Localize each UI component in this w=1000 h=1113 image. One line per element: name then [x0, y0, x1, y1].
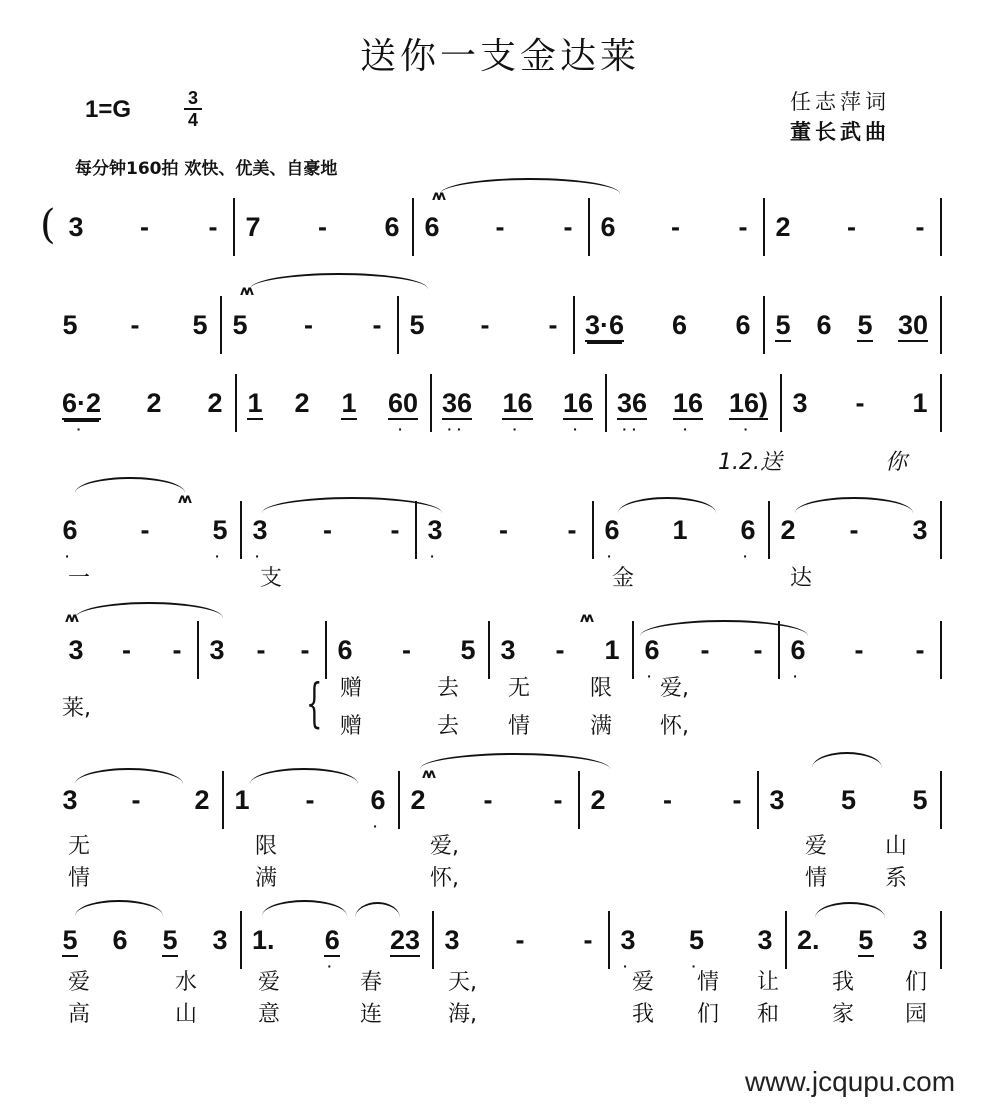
dash-note: - — [495, 212, 505, 242]
low-octave-dot: ·· — [622, 421, 642, 437]
measure — [617, 388, 768, 437]
lyric-syllable: 高 — [68, 1002, 91, 1027]
low-octave-dot: · — [691, 958, 702, 974]
bar-line — [780, 374, 782, 432]
low-octave-dot: · — [373, 818, 383, 834]
dash-note: - — [700, 635, 710, 665]
note: 1. — [252, 925, 275, 955]
note: 3 — [792, 388, 808, 418]
lyric-syllable: 和 — [757, 1002, 780, 1027]
note: 5 — [62, 310, 78, 340]
lyric-syllable: 爱 — [805, 834, 828, 859]
dash-note: - — [553, 785, 563, 815]
note: 7 — [245, 212, 261, 242]
dash-note: - — [855, 388, 865, 418]
lyric-syllable: 去 — [437, 676, 460, 701]
dash-note: - — [305, 785, 315, 815]
slur-arc — [75, 602, 223, 618]
note: 2 — [780, 515, 796, 545]
bar-line — [397, 296, 399, 354]
dash-note: - — [555, 635, 565, 665]
slur-arc — [420, 753, 610, 769]
note: 2 — [207, 388, 223, 418]
note: 1 — [604, 635, 620, 665]
note: 3 — [757, 925, 773, 955]
time-signature — [184, 88, 202, 130]
note: 2 — [294, 388, 310, 418]
note: 3 — [769, 785, 785, 815]
measure — [409, 310, 561, 350]
slur-arc — [250, 273, 428, 289]
note: 6 — [672, 310, 688, 340]
lyric-syllable: 意 — [258, 1002, 281, 1027]
dash-note: - — [849, 515, 859, 545]
measure — [780, 515, 928, 555]
note: 6 · — [62, 515, 78, 564]
lyric-syllable: 赠 — [340, 676, 363, 701]
verse-brace: { — [306, 674, 323, 734]
dash-note: - — [483, 785, 493, 815]
bar-line — [757, 771, 759, 829]
lyric-syllable: 满 — [590, 714, 613, 739]
low-octave-dot: · — [430, 548, 440, 564]
note: 6 · — [604, 515, 620, 564]
lyric-syllable: 山 — [175, 1002, 198, 1027]
trill-icon: ʌʌ — [178, 492, 189, 507]
measure — [252, 925, 420, 974]
slur-arc — [355, 902, 400, 918]
low-octave-dot: ·· — [447, 421, 467, 437]
note: 16 · — [502, 388, 533, 437]
measure — [585, 310, 751, 350]
note: 2 — [590, 785, 606, 815]
bar-line — [940, 374, 942, 432]
lyric-syllable: 情 — [697, 970, 720, 995]
lyric-syllable: 家 — [832, 1002, 855, 1027]
note: 3 — [444, 925, 460, 955]
note: 1 — [247, 388, 263, 418]
measure — [62, 785, 210, 825]
note: 60 · — [387, 388, 418, 437]
tempo-marking: 每分钟160拍 欢快、优美、自豪地 — [75, 159, 338, 179]
dash-note: - — [563, 212, 573, 242]
note: 6 · — [644, 635, 660, 684]
slur-arc — [75, 900, 163, 916]
measure — [410, 785, 566, 825]
repeat-paren-open: ( — [40, 202, 56, 248]
bar-line — [222, 771, 224, 829]
lyric-syllable: 山 — [885, 834, 908, 859]
measure — [234, 785, 386, 834]
dash-note: - — [567, 515, 577, 545]
low-octave-dot: · — [743, 421, 754, 437]
measure — [775, 310, 928, 350]
note: 5 · — [212, 515, 228, 564]
lyric-syllable: 爱 — [258, 970, 281, 995]
note: 6 · — [740, 515, 756, 564]
dash-note: - — [671, 212, 680, 242]
measure — [245, 212, 400, 252]
bar-line — [240, 501, 242, 559]
bar-line — [608, 911, 610, 969]
note: 5 — [62, 925, 78, 955]
lyric-syllable: 爱, — [660, 676, 689, 701]
note: 5 — [232, 310, 248, 340]
bar-line — [763, 198, 765, 256]
song-title: 送你一支金达莱 — [359, 36, 640, 77]
measure — [68, 212, 221, 252]
bar-line — [220, 296, 222, 354]
low-octave-dot: · — [76, 421, 87, 437]
bar-line — [588, 198, 590, 256]
lyric-syllable: 限 — [255, 834, 278, 859]
note: 3 — [68, 635, 84, 665]
lyric-syllable: 情 — [68, 866, 91, 891]
lyric-syllable: 水 — [175, 970, 198, 995]
time-signature-top: 3 — [187, 88, 198, 108]
low-octave-dot: · — [607, 548, 617, 564]
low-octave-dot: · — [398, 421, 408, 437]
lyric-syllable: 无 — [508, 676, 531, 701]
bar-line — [235, 374, 237, 432]
note: 3 — [912, 925, 928, 955]
note: 2 — [775, 212, 791, 242]
note: 6 — [384, 212, 400, 242]
note: 6 — [816, 310, 832, 340]
dash-note: - — [663, 785, 672, 815]
measure — [209, 635, 313, 675]
trill-icon: ʌʌ — [240, 284, 251, 299]
note: 3 · — [427, 515, 443, 564]
dash-note: - — [372, 310, 382, 340]
note: 5 · — [688, 925, 705, 974]
slur-arc — [262, 900, 347, 916]
note: 16 · — [562, 388, 593, 437]
note: 30 — [897, 310, 928, 340]
composer-credit: 董长武曲 — [790, 120, 890, 144]
dash-note: - — [915, 212, 925, 242]
low-octave-dot: · — [215, 548, 225, 564]
measure — [442, 388, 593, 437]
slur-arc — [75, 768, 183, 784]
note: 5 — [775, 310, 791, 340]
measure — [620, 925, 773, 974]
time-signature-bottom: 4 — [184, 108, 202, 130]
dash-note: - — [480, 310, 490, 340]
dash-note: - — [753, 635, 763, 665]
note: 2 — [410, 785, 426, 815]
measure — [68, 635, 185, 675]
measure — [424, 212, 576, 252]
note: 5 — [857, 310, 873, 340]
note: 6 · — [370, 785, 386, 834]
low-octave-dot: · — [793, 668, 803, 684]
lyric-syllable: 连 — [360, 1002, 383, 1027]
measure — [792, 388, 928, 428]
bar-line — [940, 198, 942, 256]
trill-icon: ʌʌ — [580, 611, 591, 626]
measure — [252, 515, 403, 564]
dash-note: - — [208, 212, 218, 242]
note: 6 — [735, 310, 751, 340]
lyric-syllable: 们 — [697, 1002, 720, 1027]
bar-line — [578, 771, 580, 829]
note: 3 — [62, 785, 78, 815]
low-octave-dot: · — [623, 958, 633, 974]
trill-icon: ʌʌ — [422, 767, 433, 782]
slur-arc — [262, 497, 442, 513]
bar-line — [940, 771, 942, 829]
note: 3 — [912, 515, 928, 545]
dash-note: - — [854, 635, 864, 665]
bar-line — [573, 296, 575, 354]
measure — [247, 388, 418, 437]
note: 6 — [112, 925, 128, 955]
bar-line — [940, 501, 942, 559]
measure — [232, 310, 385, 350]
note: 6 · — [790, 635, 806, 684]
dash-note: - — [122, 635, 131, 665]
low-octave-dot: · — [683, 421, 693, 437]
dash-note: - — [402, 635, 411, 665]
lyricist-credit: 任志萍词 — [790, 90, 890, 114]
lyric-syllable: 爱 — [68, 970, 91, 995]
lyric-syllable: 情 — [805, 866, 828, 891]
measure — [769, 785, 928, 825]
dash-note: - — [300, 635, 310, 665]
lyric-syllable: 天, — [448, 970, 477, 995]
key-signature: 1=G — [85, 96, 132, 123]
note: 23 — [389, 925, 420, 955]
low-octave-dot: · — [647, 668, 657, 684]
measure — [427, 515, 580, 564]
note: 5 — [858, 925, 874, 955]
bar-line — [763, 296, 765, 354]
dash-note: - — [732, 785, 742, 815]
bar-line — [240, 911, 242, 969]
note: 36 ·· — [442, 388, 473, 437]
slur-arc — [812, 752, 882, 768]
note: 1 — [912, 388, 928, 418]
measure — [604, 515, 756, 564]
slur-arc — [75, 477, 185, 493]
bar-line — [768, 501, 770, 559]
measure — [62, 310, 208, 350]
bar-line — [488, 621, 490, 679]
note: 3 · — [252, 515, 268, 564]
lyric-syllable: 海, — [448, 1002, 477, 1027]
note: 6 · — [324, 925, 340, 974]
dash-note: - — [172, 635, 182, 665]
slur-arc — [795, 497, 913, 513]
dash-note: - — [130, 310, 140, 340]
dash-note: - — [847, 212, 856, 242]
dash-note: - — [548, 310, 558, 340]
low-octave-dot: · — [255, 548, 265, 564]
note: 6·2 · — [62, 388, 102, 437]
slur-arc — [618, 497, 716, 513]
note: 16 · — [672, 388, 704, 437]
slur-arc — [815, 902, 885, 918]
lyric-syllable: 我 — [832, 970, 855, 995]
lyric-syllable: 赠 — [340, 714, 363, 739]
lyric-syllable: 满 — [255, 866, 278, 891]
measure — [444, 925, 596, 965]
note: 5 — [912, 785, 928, 815]
slur-arc — [640, 620, 808, 636]
low-octave-dot: · — [573, 421, 583, 437]
dash-note: - — [915, 635, 925, 665]
lyric-syllable: 你 — [885, 450, 908, 475]
dash-note: - — [131, 785, 141, 815]
bar-line — [632, 621, 634, 679]
lyric-syllable: 达 — [790, 566, 813, 591]
dash-note: - — [499, 515, 508, 545]
dash-note: - — [140, 212, 149, 242]
bar-line — [430, 374, 432, 432]
note: 2. — [797, 925, 820, 955]
note: 3 — [500, 635, 516, 665]
note: 2 — [194, 785, 210, 815]
dash-note: - — [515, 925, 525, 955]
dash-note: - — [323, 515, 332, 545]
note: 36 ·· — [617, 388, 648, 437]
measure — [62, 925, 228, 965]
dash-note: - — [140, 515, 150, 545]
lyric-syllable: 春 — [360, 970, 383, 995]
low-octave-dot: · — [743, 548, 753, 564]
measure — [500, 635, 620, 675]
note: 2 — [146, 388, 162, 418]
lyric-syllable: 园 — [905, 1002, 928, 1027]
low-octave-dot: · — [327, 958, 338, 974]
note: 5 — [460, 635, 476, 665]
bar-line — [412, 198, 414, 256]
note: 3 — [209, 635, 225, 665]
bar-line — [432, 911, 434, 969]
measure — [62, 515, 228, 564]
lyric-syllable: 怀, — [430, 866, 459, 891]
watermark: www.jcqupu.com — [745, 1066, 956, 1097]
measure — [590, 785, 745, 825]
bar-line — [398, 771, 400, 829]
dash-note: - — [390, 515, 400, 545]
low-octave-dot: · — [65, 548, 75, 564]
note: 16) · — [728, 388, 768, 437]
lyric-syllable: 去 — [437, 714, 460, 739]
bar-line — [605, 374, 607, 432]
note: 6 — [600, 212, 616, 242]
bar-line — [233, 198, 235, 256]
note: 3 — [68, 212, 84, 242]
note: 3 — [212, 925, 228, 955]
dash-note: - — [583, 925, 593, 955]
lyric-syllable: 让 — [757, 970, 780, 995]
note: 1 — [234, 785, 250, 815]
lyric-syllable: 情 — [508, 714, 531, 739]
lyric-syllable: 金 — [612, 566, 635, 591]
note: 5 — [409, 310, 425, 340]
lyric-syllable: 莱, — [62, 696, 91, 721]
lyric-syllable: 1.2.送 — [718, 450, 782, 475]
trill-icon: ʌʌ — [65, 611, 76, 626]
measure — [790, 635, 928, 684]
measure — [600, 212, 751, 252]
low-octave-dot: · — [512, 421, 523, 437]
bar-line — [940, 296, 942, 354]
bar-line — [325, 621, 327, 679]
slur-arc — [250, 768, 358, 784]
measure — [797, 925, 928, 965]
dash-note: - — [256, 635, 266, 665]
note: 3·6 — [585, 310, 625, 340]
note: 5 — [192, 310, 208, 340]
note: 1 — [672, 515, 688, 545]
measure — [62, 388, 223, 437]
lyric-syllable: 一 — [68, 566, 91, 591]
bar-line — [940, 621, 942, 679]
bar-line — [940, 911, 942, 969]
lyric-syllable: 们 — [905, 970, 928, 995]
lyric-syllable: 支 — [260, 566, 283, 591]
measure — [644, 635, 766, 684]
dash-note: - — [738, 212, 748, 242]
note: 1 — [341, 388, 357, 418]
bar-line — [592, 501, 594, 559]
note: 5 — [840, 785, 857, 815]
slur-arc — [440, 178, 620, 194]
lyric-syllable: 怀, — [660, 714, 689, 739]
note: 6 — [424, 212, 440, 242]
lyric-syllable: 无 — [68, 834, 91, 859]
note: 5 — [162, 925, 178, 955]
trill-icon: ʌʌ — [432, 189, 443, 204]
measure — [775, 212, 928, 252]
bar-line — [785, 911, 787, 969]
lyric-syllable: 我 — [632, 1002, 655, 1027]
dash-note: - — [304, 310, 313, 340]
lyric-syllable: 爱 — [632, 970, 655, 995]
note: 3 · — [620, 925, 636, 974]
measure — [337, 635, 476, 675]
lyric-syllable: 爱, — [430, 834, 459, 859]
lyric-syllable: 系 — [885, 866, 908, 891]
lyric-syllable: 限 — [590, 676, 613, 701]
bar-line — [197, 621, 199, 679]
note: 6 — [337, 635, 353, 665]
dash-note: - — [318, 212, 327, 242]
